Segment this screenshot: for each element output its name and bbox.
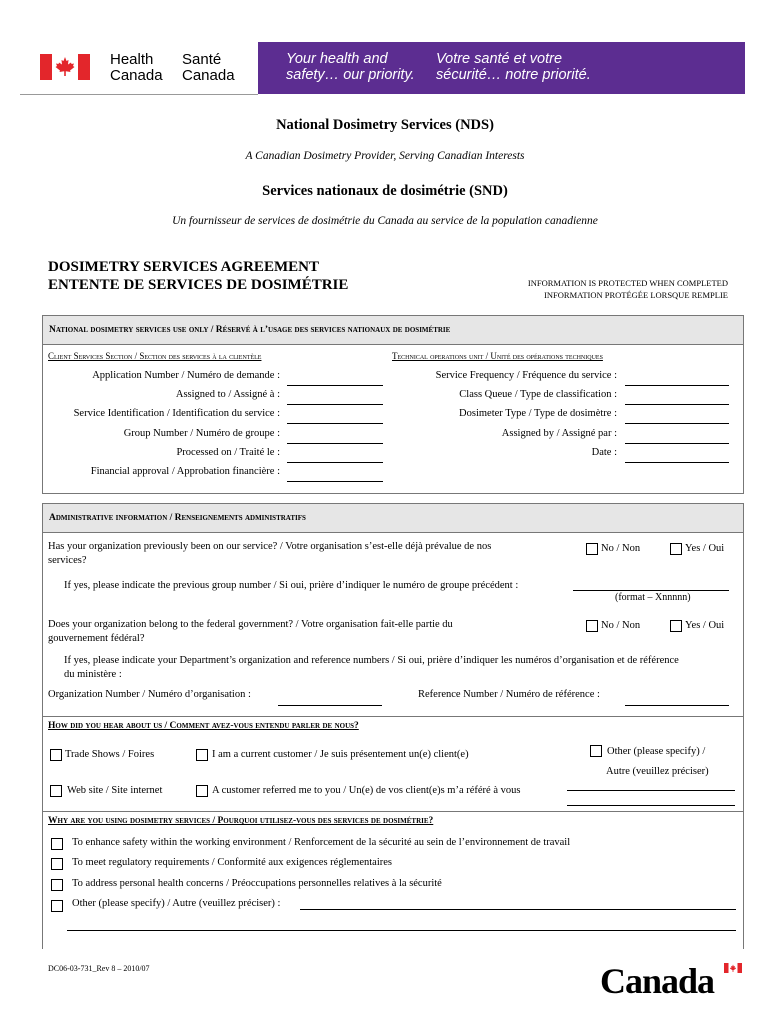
page-subtitle: A Canadian Dosimetry Provider, Serving Canadian Interests bbox=[245, 150, 525, 162]
assigned-to-label: Assigned to / Assigné à : bbox=[175, 389, 280, 400]
group-number-label: Group Number / Numéro de groupe : bbox=[123, 428, 280, 439]
organization-number-label: Organization Number / Numéro d’organisation : bbox=[48, 689, 251, 700]
technical-operations-heading: Technical operations unit / Unité des opérations techniques bbox=[392, 351, 603, 361]
page-subtitle-fr: Un fournisseur de services de dosimétrie du Canada au service de la population canadienne bbox=[172, 215, 598, 227]
department-name-en: Health Canada bbox=[110, 51, 163, 84]
why-other-field-line2[interactable] bbox=[67, 930, 736, 931]
processed-on-field[interactable] bbox=[287, 462, 383, 463]
header-divider bbox=[20, 94, 258, 95]
health-concerns-label: To address personal health concerns / Préoccupations personnelles relatives à la sécurité bbox=[72, 878, 442, 889]
federal-yes-label: Yes / Oui bbox=[685, 620, 725, 631]
dosimeter-type-label: Dosimeter Type / Type de dosimètre : bbox=[459, 408, 617, 419]
processed-on-label: Processed on / Traité le : bbox=[176, 447, 280, 458]
heard-other-field-line1[interactable] bbox=[567, 790, 735, 791]
why-other-field-line1[interactable] bbox=[300, 909, 736, 910]
date-field[interactable] bbox=[625, 462, 729, 463]
page-title: National Dosimetry Services (NDS) bbox=[276, 117, 494, 133]
date-label: Date : bbox=[591, 447, 617, 458]
why-other-label: Other (please specify) / Autre (veuillez préciser) : bbox=[72, 898, 281, 909]
assigned-to-field[interactable] bbox=[287, 404, 383, 405]
enhance-safety-label: To enhance safety within the working environment / Renforcement de la sécurité au sein de l’environnement de travail bbox=[72, 837, 571, 848]
health-canada-signature bbox=[20, 42, 258, 94]
nds-use-heading: National dosimetry services use only / Réservé à l’usage des services nationaux de dosimétrie bbox=[43, 316, 743, 345]
regulatory-label: To meet regulatory requirements / Conformité aux exigences réglementaires bbox=[72, 857, 392, 868]
service-frequency-field[interactable] bbox=[625, 385, 729, 386]
why-other-checkbox[interactable] bbox=[51, 900, 63, 912]
federal-no-label: No / Non bbox=[601, 620, 641, 631]
client-services-heading: Client Services Section / Section des services à la clientèle bbox=[48, 351, 262, 361]
slogan-fr: Votre santé et votre sécurité… notre priorité. bbox=[436, 51, 591, 83]
previous-service-yes-checkbox[interactable] bbox=[670, 543, 682, 555]
group-format-hint: (format – Xnnnnn) bbox=[615, 592, 691, 603]
application-number-field[interactable] bbox=[287, 385, 383, 386]
web-site-checkbox[interactable] bbox=[50, 785, 62, 797]
customer-referral-checkbox[interactable] bbox=[196, 785, 208, 797]
assigned-by-field[interactable] bbox=[625, 443, 729, 444]
canada-wordmark: Canada bbox=[600, 961, 715, 1001]
web-site-label: Web site / Site internet bbox=[67, 785, 163, 796]
class-queue-field[interactable] bbox=[625, 404, 729, 405]
financial-approval-field[interactable] bbox=[287, 481, 383, 482]
health-concerns-checkbox[interactable] bbox=[51, 879, 63, 891]
wordmark-flag-icon bbox=[724, 963, 742, 973]
how-heard-heading: How did you hear about us / Comment avez-vous entendu parler de nous? bbox=[48, 721, 359, 731]
previous-service-no-label: No / Non bbox=[601, 543, 641, 554]
heard-other-label-fr: Autre (veuillez préciser) bbox=[606, 766, 709, 777]
previous-service-question: Has your organization previously been on our service? / Votre organisation s’est-elle déjà prévalue de nos services? bbox=[48, 541, 492, 566]
heard-other-field-line2[interactable] bbox=[567, 805, 735, 806]
regulatory-checkbox[interactable] bbox=[51, 858, 63, 870]
department-numbers-instruction: If yes, please indicate your Department’s organization and reference numbers / Si oui, prière d’indiquer les numéros d’organisation et de référence du ministère : bbox=[64, 655, 679, 680]
agreement-title: DOSIMETRY SERVICES AGREEMENT ENTENTE DE SERVICES DE DOSIMÉTRIE bbox=[48, 259, 349, 293]
heard-other-checkbox[interactable] bbox=[590, 745, 602, 757]
canada-flag-icon bbox=[40, 54, 90, 80]
customer-referral-label: A customer referred me to you / Un(e) de vos client(e)s m’a référé à vous bbox=[212, 785, 521, 796]
government-header bbox=[20, 42, 745, 94]
page-title-fr: Services nationaux de dosimétrie (SND) bbox=[262, 183, 508, 199]
previous-group-label: If yes, please indicate the previous group number / Si oui, prière d’indiquer le numéro de groupe précédent : bbox=[64, 580, 519, 591]
section-divider bbox=[42, 811, 744, 812]
service-identification-field[interactable] bbox=[287, 423, 383, 424]
organization-number-field[interactable] bbox=[278, 705, 382, 706]
reference-number-label: Reference Number / Numéro de référence : bbox=[418, 689, 600, 700]
financial-approval-label: Financial approval / Approbation financière : bbox=[90, 466, 280, 477]
previous-service-no-checkbox[interactable] bbox=[586, 543, 598, 555]
previous-service-yes-label: Yes / Oui bbox=[685, 543, 725, 554]
federal-no-checkbox[interactable] bbox=[586, 620, 598, 632]
trade-shows-label: Trade Shows / Foires bbox=[65, 749, 155, 760]
service-frequency-label: Service Frequency / Fréquence du service : bbox=[435, 370, 617, 381]
service-identification-label: Service Identification / Identification du service : bbox=[73, 408, 280, 419]
slogan-en: Your health and safety… our priority. bbox=[286, 51, 415, 83]
previous-group-field[interactable] bbox=[573, 590, 729, 591]
group-number-field[interactable] bbox=[287, 443, 383, 444]
administrative-heading: Administrative information / Renseignements administratifs bbox=[43, 504, 743, 533]
section-divider bbox=[42, 716, 744, 717]
form-number: DC06-03-731_Rev 8 – 2010/07 bbox=[48, 964, 150, 973]
department-name-fr: Santé Canada bbox=[182, 51, 235, 84]
trade-shows-checkbox[interactable] bbox=[50, 749, 62, 761]
enhance-safety-checkbox[interactable] bbox=[51, 838, 63, 850]
current-customer-checkbox[interactable] bbox=[196, 749, 208, 761]
protected-notice: INFORMATION IS PROTECTED WHEN COMPLETED INFORMATION PROTÉGÉE LORSQUE REMPLIE bbox=[527, 278, 728, 300]
federal-government-question: Does your organization belong to the federal government? / Votre organisation fait-elle partie du gouvernement fédéral? bbox=[48, 619, 453, 644]
dosimeter-type-field[interactable] bbox=[625, 423, 729, 424]
federal-yes-checkbox[interactable] bbox=[670, 620, 682, 632]
current-customer-label: I am a current customer / Je suis présentement un(e) client(e) bbox=[212, 749, 469, 760]
reference-number-field[interactable] bbox=[625, 705, 729, 706]
heard-other-label: Other (please specify) / bbox=[607, 746, 706, 757]
assigned-by-label: Assigned by / Assigné par : bbox=[501, 428, 617, 439]
why-using-heading: Why are you using dosimetry services / Pourquoi utilisez-vous des services de dosimétrie? bbox=[48, 816, 434, 826]
class-queue-label: Class Queue / Type de classification : bbox=[459, 389, 617, 400]
application-number-label: Application Number / Numéro de demande : bbox=[92, 370, 280, 381]
